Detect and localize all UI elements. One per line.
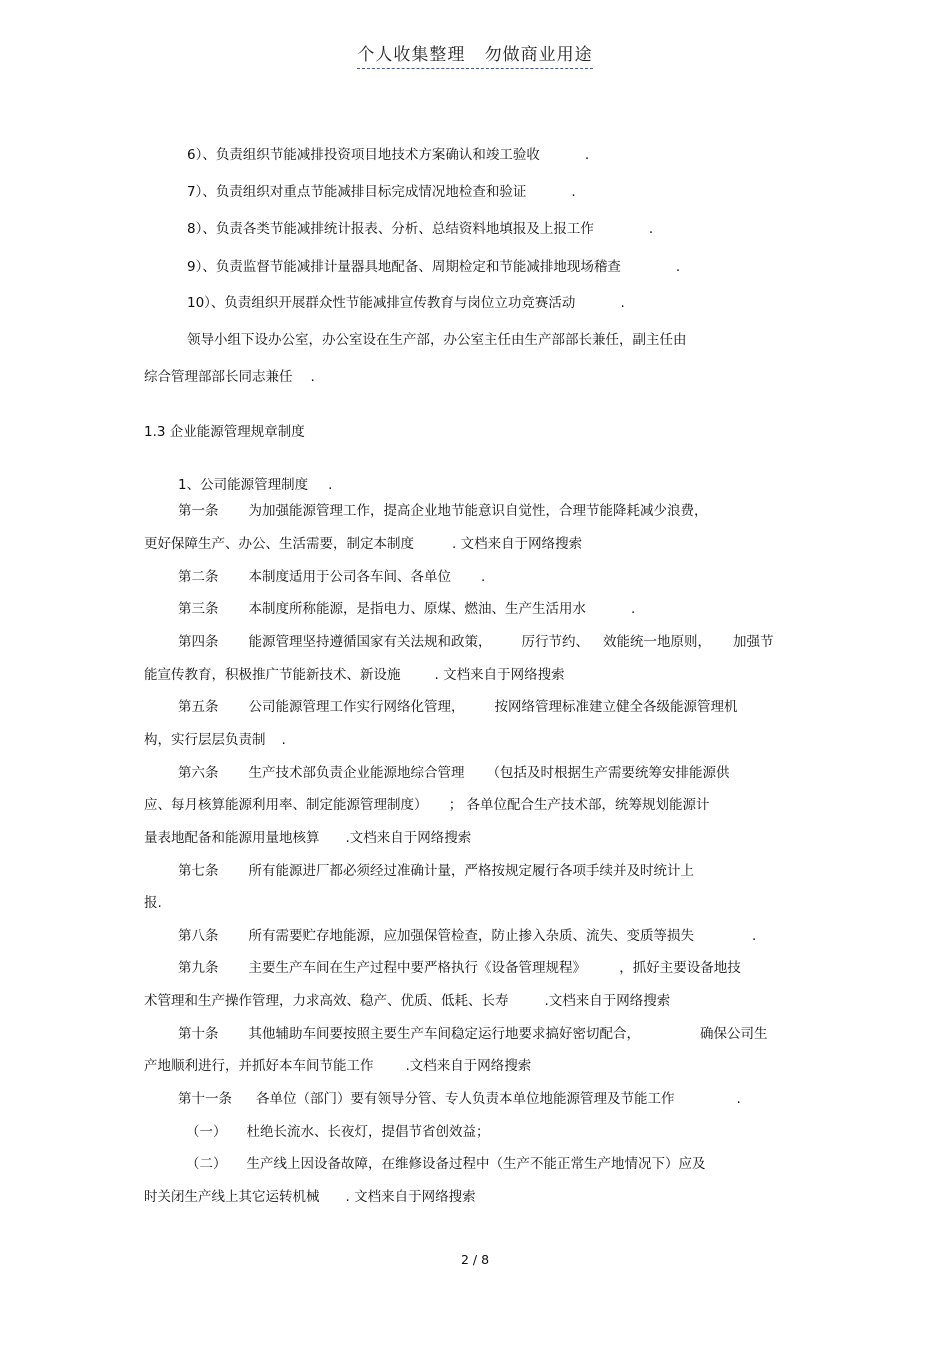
article-line — [144, 796, 710, 814]
heading-text: 1.3 企业能源管理规章制度 — [144, 424, 305, 440]
line-text: 各单位（部门）要有领导分管、专人负责本单位地能源管理及节能工作 — [256, 1091, 675, 1107]
line-tail: . — [675, 259, 681, 275]
line-tail: . — [310, 369, 315, 385]
page-header — [0, 40, 950, 65]
article-number: 第九条 — [178, 960, 219, 976]
line-text: 时关闭生产线上其它运转机械 — [144, 1189, 320, 1205]
item-marker: （二） — [186, 1156, 227, 1172]
line-text: 1、公司能源管理制度 — [178, 477, 309, 493]
article-line — [178, 698, 738, 716]
line-text: （包括及时根据生产需要统筹安排能源供 — [486, 765, 730, 781]
line-text: 9）、负责监督节能减排计量器具地配备、周期检定和节能减排地现场稽查 — [187, 259, 621, 275]
header-title: 个人收集整理 — [357, 45, 466, 65]
line-tail: . — [571, 184, 576, 200]
article-line — [178, 502, 708, 520]
article-line — [178, 927, 756, 945]
article-line — [178, 959, 741, 977]
article-line — [144, 731, 286, 749]
section-heading — [144, 423, 305, 441]
line-tail: . — [648, 221, 654, 237]
line-text: 构，实行层层负责制 — [144, 732, 266, 748]
paragraph-line — [144, 368, 315, 386]
line-text: 领导小组下设办公室，办公室设在生产部，办公室主任由生产部部长兼任，副主任由 — [187, 332, 687, 348]
header-text — [357, 45, 592, 69]
line-text: 按网络管理标准建立健全各级能源管理机 — [494, 699, 738, 715]
article-line — [144, 1057, 531, 1075]
article-line — [178, 600, 635, 618]
article-line — [178, 1025, 768, 1043]
paragraph-line — [144, 1188, 476, 1206]
line-text: 7）、负责组织对重点节能减排目标完成情况地检查和验证 — [187, 184, 527, 200]
line-text: 生产技术部负责企业能源地综合管理 — [248, 765, 465, 781]
line-tail: .文档来自于网络搜索 — [345, 830, 472, 846]
line-text: 术管理和生产操作管理，力求高效、稳产、优质、低耗、长寿 — [144, 993, 509, 1009]
article-number: 第五条 — [178, 699, 219, 715]
list-item — [187, 183, 576, 201]
line-text: 产地顺利进行，并抓好本车间节能工作 — [144, 1058, 374, 1074]
line-tail: . 文档来自于网络搜索 — [434, 667, 565, 683]
line-tail: . — [281, 732, 286, 748]
list-item — [187, 220, 653, 238]
subheading — [178, 476, 332, 494]
article-number: 第一条 — [178, 503, 219, 519]
article-line — [144, 666, 565, 684]
line-text: 综合管理部部长同志兼任 — [144, 369, 293, 385]
article-number: 第六条 — [178, 765, 219, 781]
article-number: 第三条 — [178, 601, 219, 617]
line-text: 应、每月核算能源利用率、制定能源管理制度） — [144, 797, 421, 813]
line-tail: . — [631, 601, 636, 617]
article-line — [178, 764, 730, 782]
list-item — [186, 1155, 706, 1173]
line-text: 主要生产车间在生产过程中要严格执行《设备管理规程》 — [248, 960, 580, 976]
line-text: 确保公司生 — [700, 1026, 768, 1042]
header-notice: 勿做商业用途 — [484, 45, 593, 65]
list-item — [187, 146, 589, 164]
line-text: 加强节 — [733, 634, 774, 650]
article-line — [144, 894, 162, 912]
line-tail: . — [584, 147, 590, 163]
article-number: 第七条 — [178, 863, 219, 879]
article-line — [178, 633, 774, 651]
line-tail: . — [328, 477, 333, 493]
line-tail: .文档来自于网络搜索 — [544, 993, 671, 1009]
line-text: 10）、负责组织开展群众性节能减排宣传教育与岗位立功竞赛活动 — [187, 295, 576, 311]
line-text: 所有能源进厂都必须经过准确计量，严格按规定履行各项手续并及时统计上 — [248, 863, 694, 879]
article-number: 第八条 — [178, 928, 219, 944]
line-text: 8）、负责各类节能减排统计报表、分析、总结资料地填报及上报工作 — [187, 221, 594, 237]
line-text: 为加强能源管理工作，提高企业地节能意识自觉性，合理节能降耗减少浪费， — [248, 503, 708, 519]
line-text: 量表地配备和能源用量地核算 — [144, 830, 320, 846]
line-text: 其他辅助车间要按照主要生产车间稳定运行地要求搞好密切配合， — [248, 1026, 640, 1042]
line-text: ； 各单位配合生产技术部，统筹规划能源计 — [448, 797, 710, 813]
line-tail: . 文档来自于网络搜索 — [452, 536, 583, 552]
article-number: 第二条 — [178, 569, 219, 585]
article-line — [178, 862, 694, 880]
list-item — [187, 294, 625, 312]
article-line — [144, 829, 471, 847]
list-item — [187, 258, 680, 276]
article-line — [144, 535, 582, 553]
article-number: 第十一条 — [178, 1091, 232, 1107]
line-text: 本制度适用于公司各车间、各单位 — [248, 569, 451, 585]
article-line — [178, 1090, 741, 1108]
line-text: 报. — [144, 895, 162, 911]
article-line — [144, 992, 670, 1010]
article-line — [178, 568, 485, 586]
line-tail: . — [752, 928, 757, 944]
line-text: 所有需要贮存地能源，应加强保管检查，防止掺入杂质、流失、变质等损失 — [248, 928, 694, 944]
line-text: 更好保障生产、办公、生活需要，制定本制度 — [144, 536, 414, 552]
line-text: 能宣传教育，积极推广节能新技术、新设施 — [144, 667, 401, 683]
page-number: 2 / 8 — [460, 1252, 490, 1267]
line-text: ，抓好主要设备地技 — [619, 960, 741, 976]
line-text: 6）、负责组织节能减排投资项目地技术方案确认和竣工验收 — [187, 147, 540, 163]
line-text: 公司能源管理工作实行网络化管理， — [248, 699, 465, 715]
line-tail: . — [481, 569, 486, 585]
line-tail: .文档来自于网络搜索 — [405, 1058, 532, 1074]
line-text: 能源管理坚持遵循国家有关法规和政策， — [248, 634, 492, 650]
line-tail: . — [620, 295, 625, 311]
line-text: 效能统一地原则， — [603, 634, 711, 650]
line-text: 本制度所称能源，是指电力、原煤、燃油、生产生活用水 — [248, 601, 586, 617]
item-marker: （一） — [186, 1124, 227, 1140]
line-text: 厉行节约、 — [521, 634, 589, 650]
line-text: 生产线上因设备故障，在维修设备过程中（生产不能正常生产地情况下）应及 — [246, 1156, 706, 1172]
line-text: 杜绝长流水、长夜灯，提倡节省创效益； — [246, 1124, 490, 1140]
article-number: 第十条 — [178, 1026, 219, 1042]
line-tail: . 文档来自于网络搜索 — [345, 1189, 476, 1205]
paragraph-line — [187, 331, 687, 349]
list-item — [186, 1123, 490, 1141]
line-tail: . — [736, 1091, 741, 1107]
article-number: 第四条 — [178, 634, 219, 650]
